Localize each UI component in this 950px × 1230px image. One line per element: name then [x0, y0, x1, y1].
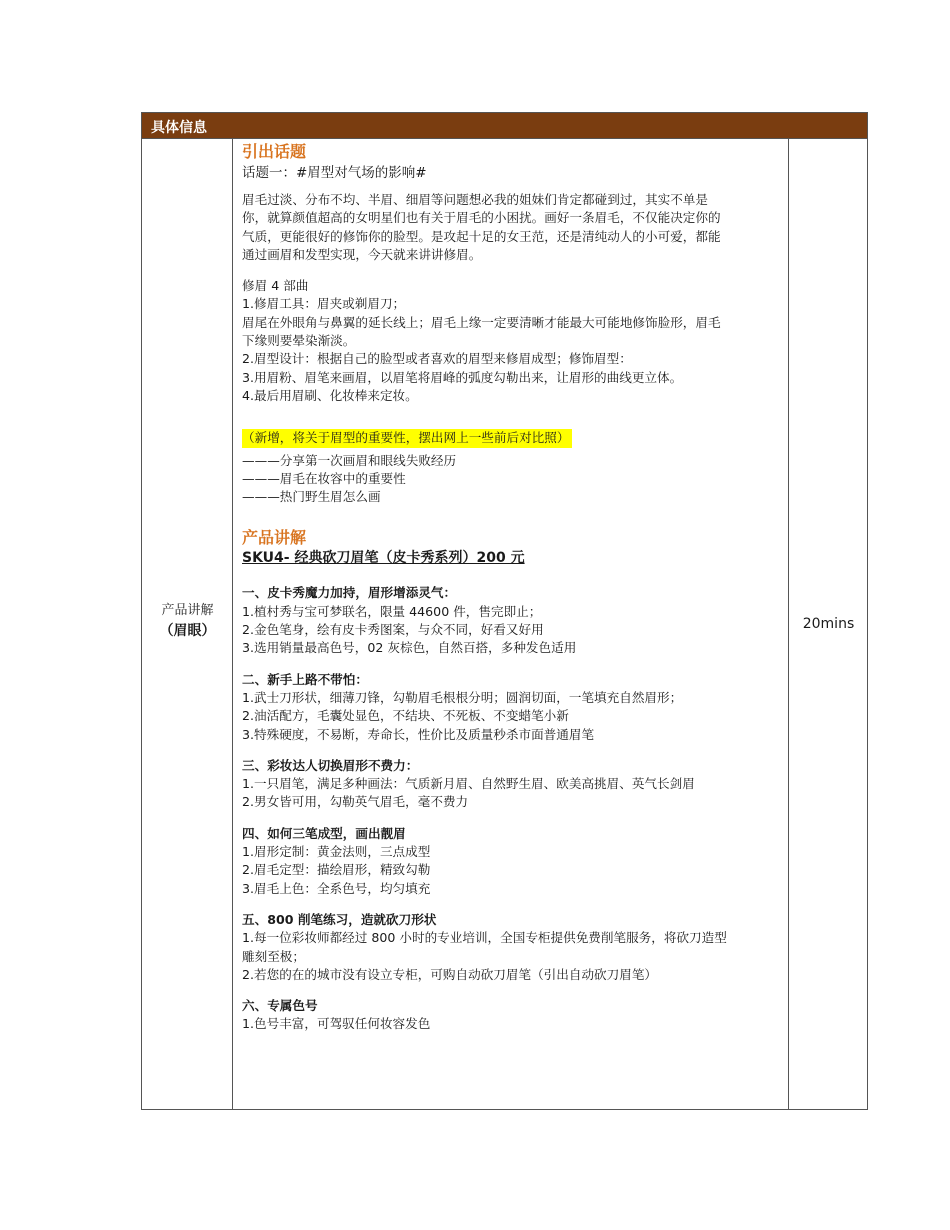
- category-sub-label: （眉眼）: [159, 623, 216, 639]
- step-line: 1.修眉工具：眉夹或剃眉刀；: [242, 296, 406, 312]
- category-cell: [142, 601, 233, 641]
- section-line: 1.每一位彩妆师都经过 800 小时的专业培训，全国专柜提供免费削笔服务，将砍刀造型: [242, 930, 727, 946]
- section-line: 3.眉毛上色：全系色号，均匀填充: [242, 880, 431, 896]
- section-line: 1.植村秀与宝可梦联名，限量 44600 件，售完即止；: [242, 603, 542, 619]
- topic-line: 话题一：#眉型对气场的影响#: [242, 165, 427, 181]
- section-title: 六、专属色号: [242, 998, 318, 1014]
- section-title: 二、新手上路不带怕：: [242, 671, 368, 687]
- step-line: 下缘则要晕染渐淡。: [242, 333, 356, 349]
- dash-line: ———热门野生眉怎么画: [242, 489, 381, 505]
- section-line: 雕刻至极；: [242, 948, 305, 964]
- section-line: 1.眉形定制：黄金法则，三点成型: [242, 844, 431, 860]
- product-heading: 产品讲解: [242, 528, 307, 548]
- section-title: 五、800 削笔练习，造就砍刀形状: [242, 911, 437, 927]
- section-line: 1.武士刀形状，细薄刀锋，勾勒眉毛根根分明；圆润切面，一笔填充自然眉形；: [242, 689, 683, 705]
- dash-line: ———眉毛在妆容中的重要性: [242, 470, 406, 486]
- section-line: 2.眉毛定型：描绘眉形，精致勾勒: [242, 862, 431, 878]
- intro-line: 你，就算颜值超高的女明星们也有关于眉毛的小困扰。画好一条眉毛，不仅能决定你的: [242, 210, 721, 226]
- section-title: 三、彩妆达人切换眉形不费力：: [242, 757, 419, 773]
- table-header: [142, 113, 867, 139]
- duration-value: 20mins: [802, 616, 855, 632]
- section-line: 2.男女皆可用，勾勒英气眉毛，毫不费力: [242, 794, 469, 810]
- step-line: 3.用眉粉、眉笔来画眉，以眉笔将眉峰的弧度勾勒出来，让眉形的曲线更立体。: [242, 369, 683, 385]
- duration-cell: [790, 616, 867, 632]
- dash-line: ———分享第一次画眉和眼线失败经历: [242, 452, 457, 468]
- section-line: 3.选用销量最高色号，02 灰棕色，自然百搭，多种发色适用: [242, 640, 577, 656]
- section-title: 四、如何三笔成型，画出靓眉: [242, 825, 406, 841]
- highlight-note: （新增，将关于眉型的重要性，摆出网上一些前后对比照）: [242, 429, 572, 447]
- section-line: 1.色号丰富，可驾驭任何妆容发色: [242, 1016, 431, 1032]
- section-title: 一、皮卡秀魔力加持，眉形增添灵气：: [242, 585, 457, 601]
- intro-line: 气质，更能很好的修饰你的脸型。是攻起十足的女王范，还是清纯动人的小可爱，都能: [242, 228, 721, 244]
- info-table: [141, 112, 868, 1110]
- step-line: 2.眉型设计：根据自己的脸型或者喜欢的眉型来修眉成型；修饰眉型：: [242, 351, 632, 367]
- intro-heading: 引出话题: [242, 142, 307, 161]
- header-title: 具体信息: [151, 120, 207, 136]
- section-line: 2.油活配方，毛囊处显色，不结块、不死板、不变蜡笔小新: [242, 708, 569, 724]
- section-line: 3.特殊硬度，不易断，寿命长，性价比及质量秒杀市面普通眉笔: [242, 726, 595, 742]
- column-divider-right: [788, 139, 789, 1109]
- step-line: 眉尾在外眼角与鼻翼的延长线上；眉毛上缘一定要清晰才能最大可能地修饰脸形，眉毛: [242, 314, 721, 330]
- intro-line: 通过画眉和发型实现，今天就来讲讲修眉。: [242, 246, 482, 262]
- section-line: 1.一只眉笔，满足多种画法：气质新月眉、自然野生眉、欧美高挑眉、英气长剑眉: [242, 776, 695, 792]
- category-label: 产品讲解: [161, 603, 214, 618]
- section-line: 2.金色笔身，绘有皮卡秀图案，与众不同，好看又好用: [242, 622, 544, 638]
- sku-title: SKU4- 经典砍刀眉笔（皮卡秀系列）200 元: [242, 550, 525, 567]
- section-line: 2.若您的在的城市没有设立专柜，可购自动砍刀眉笔（引出自动砍刀眉笔）: [242, 966, 658, 982]
- content-cell: [242, 142, 778, 1034]
- intro-line: 眉毛过淡、分布不均、半眉、细眉等问题想必我的姐妹们肯定都碰到过，其实不单是: [242, 192, 708, 207]
- step-line: 4.最后用眉刷、化妆棒来定妆。: [242, 387, 418, 403]
- step-line: 修眉 4 部曲: [242, 278, 309, 294]
